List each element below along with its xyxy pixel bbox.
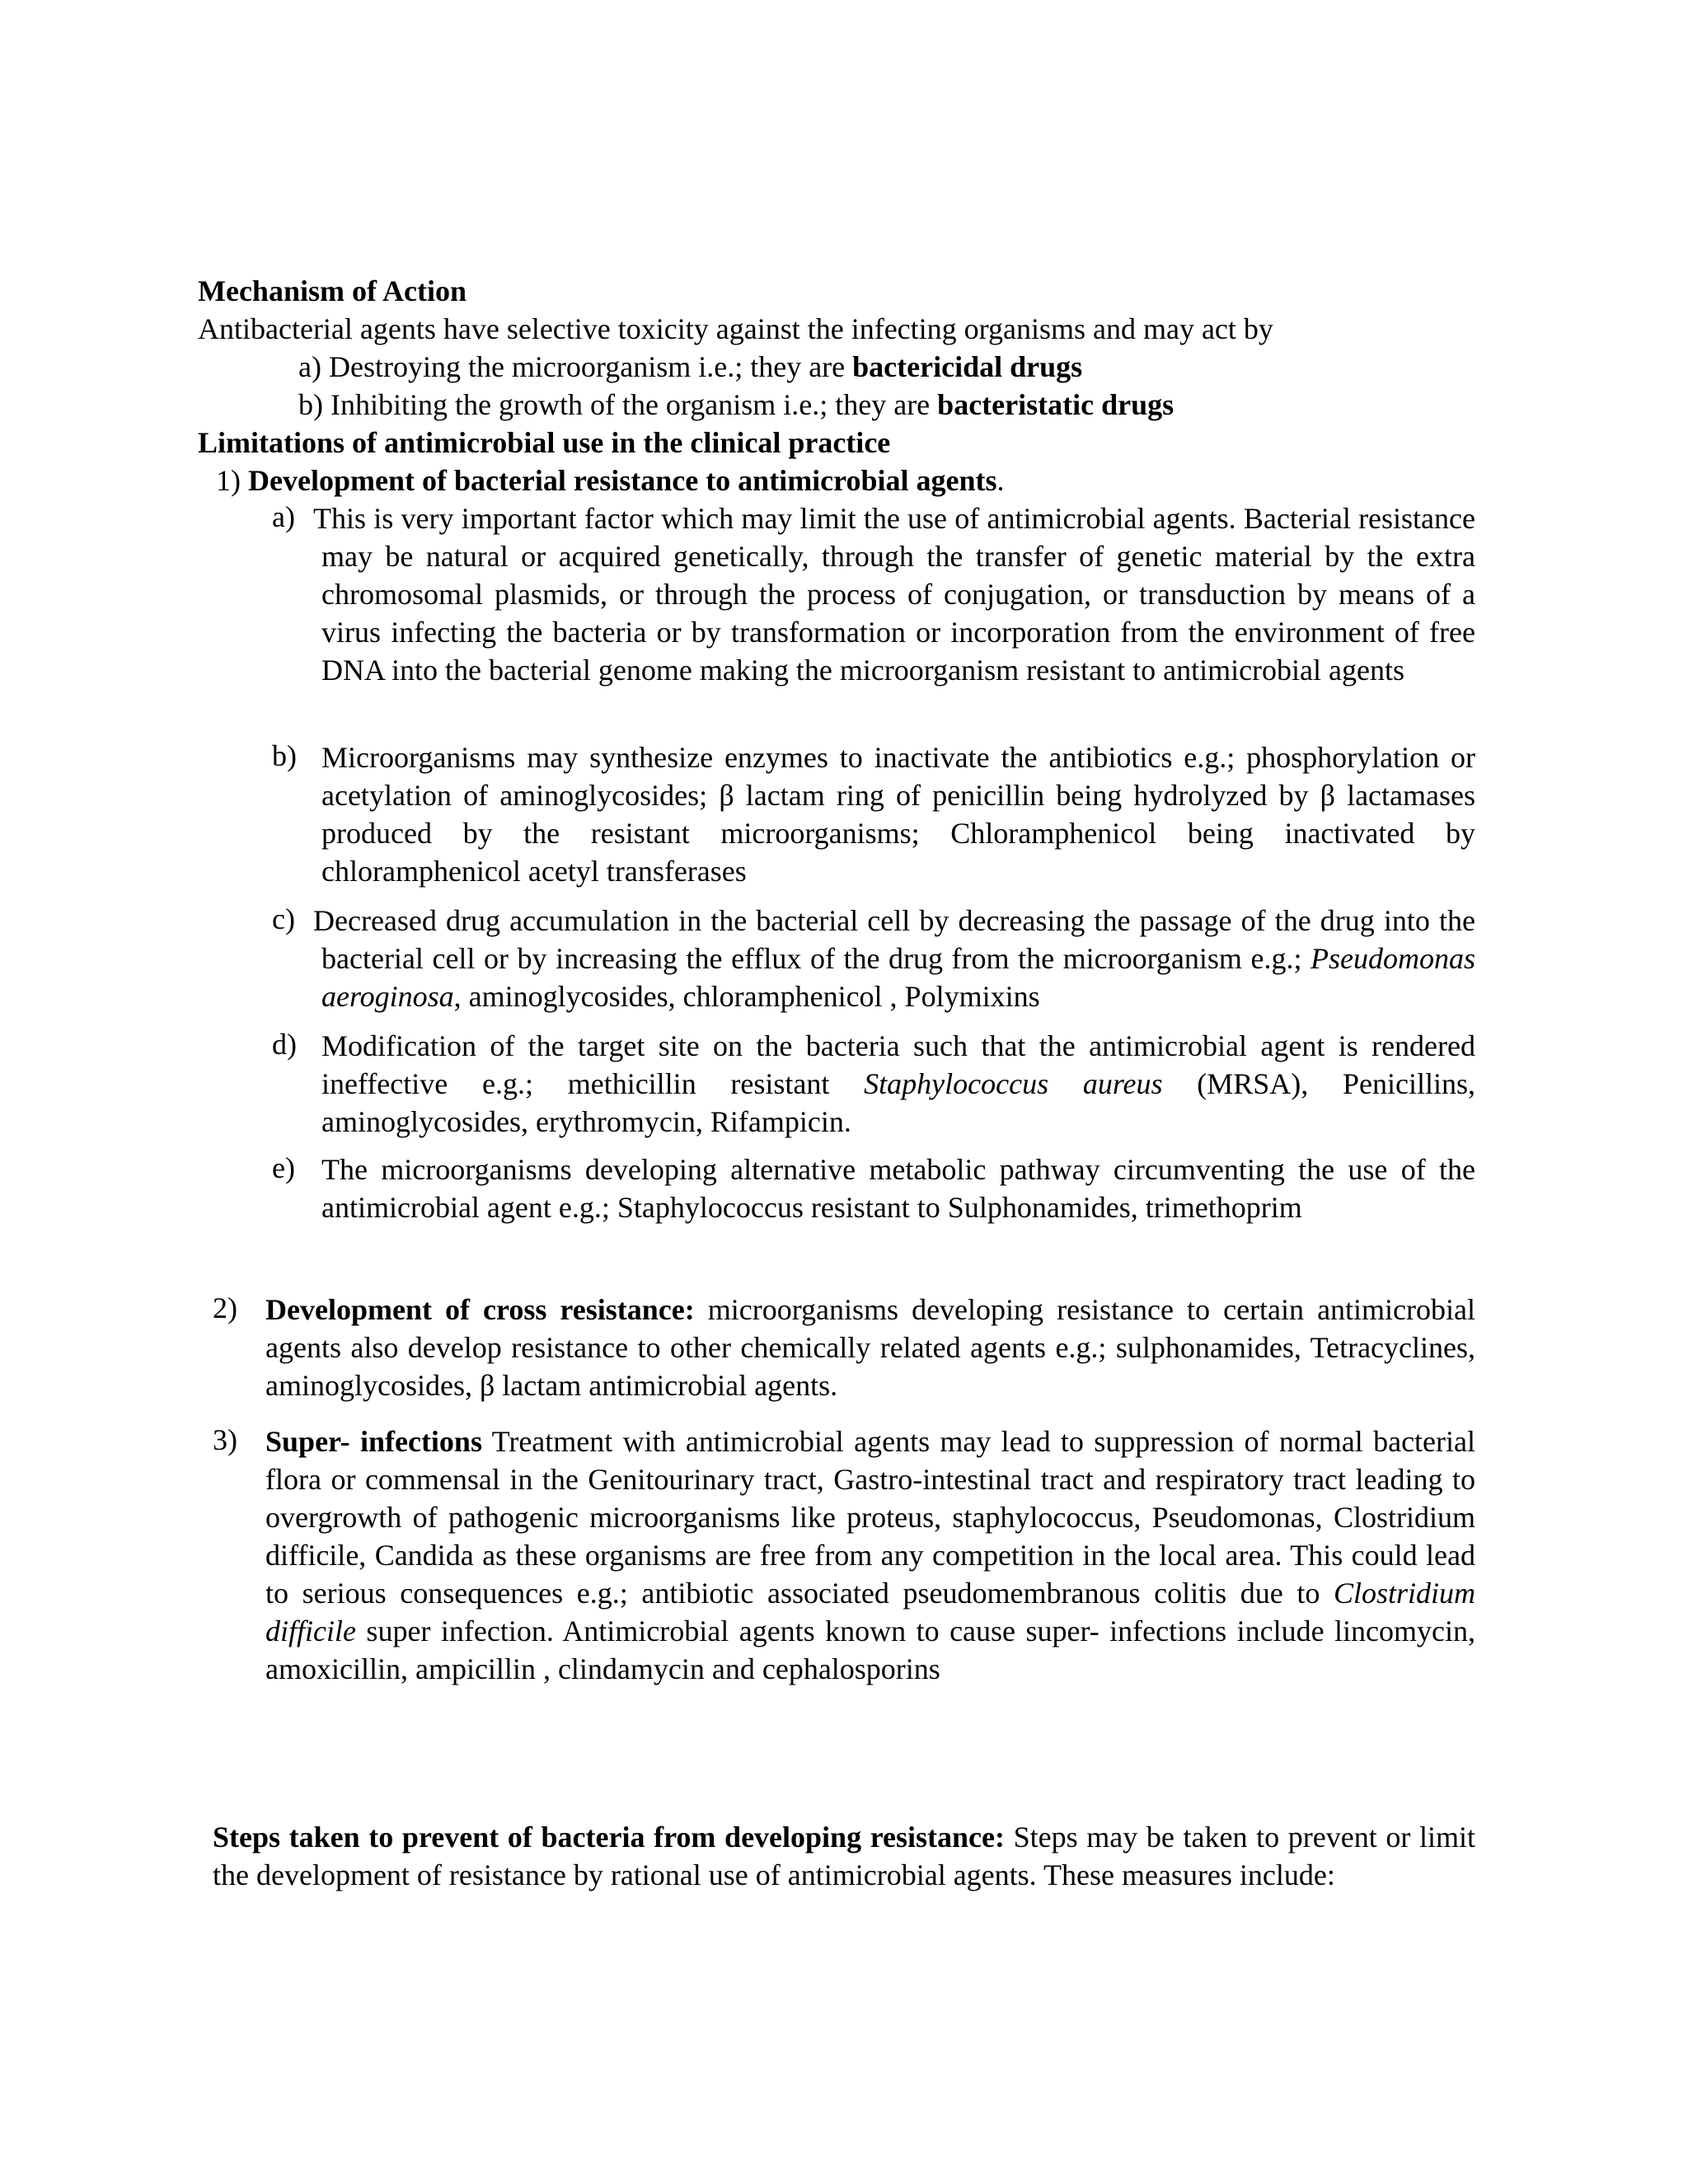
mechanism-section [198,272,1484,499]
subitem-b-text: Microorganisms may synthesize enzymes to inactivate the antibiotics e.g.; phosphorylation or acetylation of aminoglycosides; β lactam ring of penicillin being hydrolyzed by β lactamases produced by the resistant microorganisms; Chloramphenicol being inactivated by chloramphenicol acetyl transferases [321,741,1475,888]
cross-resistance-item [213,1291,1475,1404]
super-infections-item [213,1422,1475,1688]
limitations-subitem-e [272,1151,1475,1226]
subitem-c-label: c) [272,902,295,935]
subitem-a-label: a) [272,500,295,533]
limitations-subitem-a [272,499,1475,689]
super-infections-number: 3) [213,1423,237,1456]
limitations-heading: Limitations of antimicrobial use in the clinical practice [198,426,891,459]
cross-resistance-number: 2) [213,1291,237,1324]
subitem-e-text: The microorganisms developing alternative metabolic pathway circumventing the use of the antimicrobial agent e.g.; Staphylococcus resistant to Sulphonamides, trimethoprim [321,1153,1475,1224]
subitem-d-text: Modification of the target site on the bacteria such that the antimicrobial agent is rendered ineffective e.g.; methicillin resistant Staphylococcus aureus (MRSA), Penicillins, aminoglycosides, erythromycin, Rifampicin. [321,1029,1476,1138]
cross-resistance-text: Development of cross resistance: microorganisms developing resistance to certain antimicrobial agents also develop resistance to other chemically related agents e.g.; sulphonamides, Tetracyclines, aminoglycosides, β lactam antimicrobial agents. [265,1293,1475,1402]
steps-section [213,1818,1475,1894]
limitations-subitem-b [272,738,1475,890]
mechanism-item-b: b) Inhibiting the growth of the organism i.e.; they are bacteristatic drugs [298,388,1175,421]
limitations-subitem-d [272,1027,1475,1141]
super-infections-text: Super- infections Treatment with antimicrobial agents may lead to suppression of normal bacterial flora or commensal in the Genitourinary tract, Gastro-intestinal tract and respiratory tract leading to overgrowth of pathogenic microorganisms like proteus, staphylococcus, Pseudomonas, Clostridium difficile, Candida as these organisms are free from any competition in the local area. This could lead to serious consequences e.g.; antibiotic associated pseudomembranous colitis due to Clostridium difficile super infection. Antimicrobial agents known to cause super- infections include lincomycin, amoxicillin, ampicillin , clindamycin and cephalosporins [265,1425,1475,1685]
subitem-a-text: This is very important factor which may limit the use of antimicrobial agents. Bacterial resistance may be natural or acquired genetically, through the transfer of genetic material by the extra chromosomal plasmids, or through the process of conjugation, or transduction by means of a virus infecting the bacteria or by transformation or incorporation from the environment of free DNA into the bacterial genome making the microorganism resistant to antimicrobial agents [313,502,1475,687]
mechanism-item-a: a) Destroying the microorganism i.e.; they are bactericidal drugs [298,350,1083,383]
limitations-item-1: 1) Development of bacterial resistance to antimicrobial agents. [216,464,1005,497]
steps-text: Steps taken to prevent of bacteria from developing resistance: Steps may be taken to prevent or limit the development of resistance by rational use of antimicrobial agents. These measures include: [213,1821,1475,1891]
subitem-b-label: b) [272,739,297,772]
subitem-e-label: e) [272,1151,295,1184]
mechanism-heading: Mechanism of Action [198,274,467,307]
subitem-c-text: Decreased drug accumulation in the bacterial cell by decreasing the passage of the drug into the bacterial cell or by increasing the efflux of the drug from the microorganism e.g.; Pseudomonas aeroginosa, aminoglycosides, chloramphenicol , Polymixins [313,904,1475,1013]
mechanism-intro: Antibacterial agents have selective toxicity against the infecting organisms and may act by [198,312,1273,345]
limitations-subitem-c [272,902,1475,1015]
subitem-d-label: d) [272,1028,297,1061]
